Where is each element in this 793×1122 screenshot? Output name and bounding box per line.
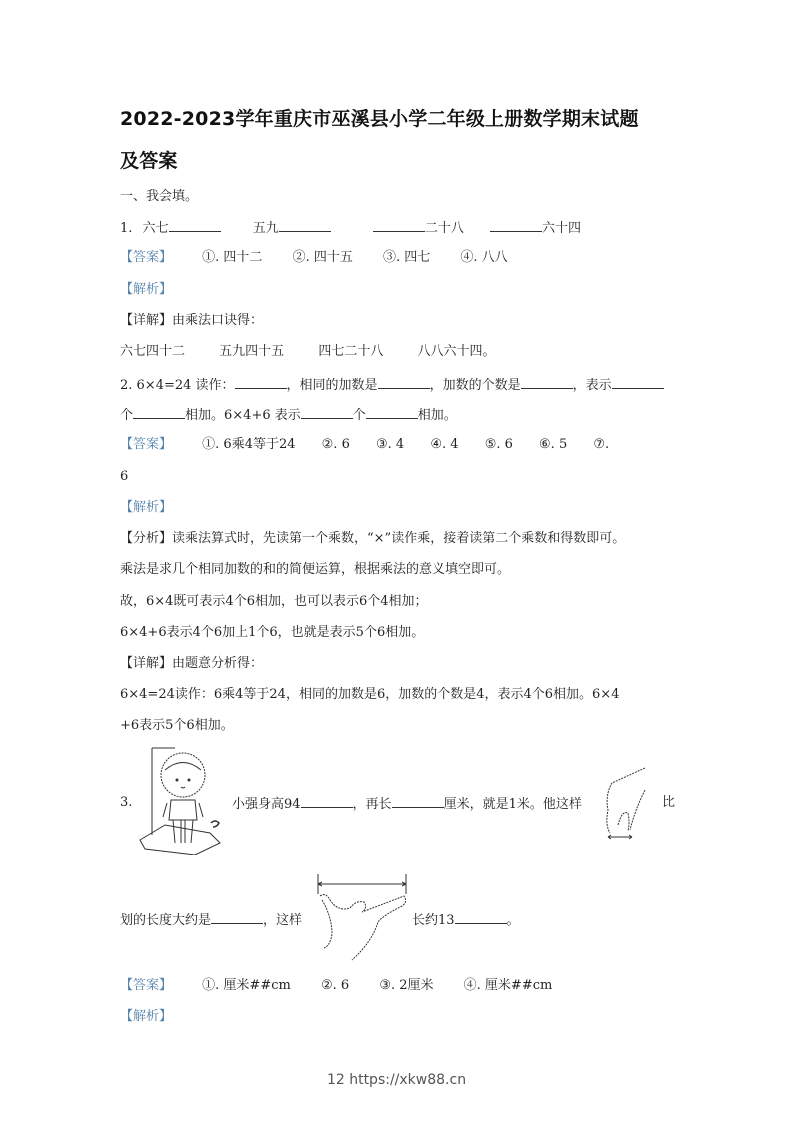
q1-blank-1[interactable] — [169, 219, 221, 232]
document-title-line2: 及答案 — [120, 150, 178, 172]
finger-span-hand-illustration — [600, 765, 650, 840]
q1-answer-1: ①. 四十二 — [202, 250, 263, 265]
q1-detail-items — [120, 344, 495, 360]
q2-text-f: 相加。6×4+6 表示 — [185, 408, 301, 423]
q3-text-h: 。 — [506, 913, 520, 928]
answer-label: 【答案】 — [120, 437, 173, 452]
q3-text-e: 划的长度大约是 — [120, 913, 212, 928]
q1-number: 1. — [120, 221, 133, 236]
q2-blank-5[interactable] — [133, 406, 185, 419]
q2-blank-2[interactable] — [378, 376, 430, 389]
q3-text-a: 小强身高94 — [232, 797, 301, 812]
q1-question — [120, 219, 581, 237]
q3-blank-1[interactable] — [301, 795, 353, 808]
q1-blank-2[interactable] — [279, 219, 331, 232]
hand-span-illustration — [312, 872, 412, 962]
q3-text-g: 长约13 — [412, 913, 455, 928]
q2-text-c: ，加数的个数是 — [429, 378, 521, 393]
q3-analysis-label: 【解析】 — [120, 1009, 173, 1024]
q1-part-4: 六十四 — [542, 221, 582, 236]
q2-detail-line-1: 6×4=24读作：6乘4等于24，相同的加数是6，加数的个数是4，表示4个6相加。6×4 — [120, 687, 620, 702]
fenxi-label: 【分析】 — [120, 531, 173, 546]
q2-text-a: 2. 6×4=24 读作： — [120, 378, 235, 393]
q2-analysis-text-1: 读乘法算式时，先读第一个乘数，“×”读作乘，接着读第二个乘数和得数即可。 — [172, 531, 626, 546]
q2-detail-text: 由题意分析得： — [172, 656, 264, 671]
q2-detail-line-2: +6表示5个6相加。 — [120, 718, 234, 733]
q2-blank-1[interactable] — [235, 376, 287, 389]
q2-blank-6[interactable] — [301, 406, 353, 419]
q2-answer-4: ④. 4 — [430, 437, 459, 452]
q2-answer-2: ②. 6 — [321, 437, 350, 452]
q3-answer-row — [120, 978, 552, 994]
q2-analysis-label: 【解析】 — [120, 500, 173, 515]
q2-answer-7: ⑦. — [593, 437, 610, 452]
q1-detail-text: 由乘法口诀得： — [172, 313, 264, 328]
q3-blank-2[interactable] — [392, 795, 444, 808]
q1-answer-4: ④. 八八 — [460, 250, 508, 265]
q2-blank-7[interactable] — [366, 406, 418, 419]
q2-analysis-line-3: 故，6×4既可表示4个6相加，也可以表示6个4相加； — [120, 594, 428, 609]
q2-answer-1: ①. 6乘4等于24 — [202, 437, 296, 452]
q3-text-d: 比 — [662, 795, 676, 810]
q2-blank-4[interactable] — [612, 376, 664, 389]
q1-answer-3: ③. 四七 — [382, 250, 431, 265]
q1-part-3: 二十八 — [424, 221, 464, 236]
q3-question-line1 — [232, 795, 582, 813]
q1-detail — [120, 313, 263, 329]
q2-text-d: ，表示 — [572, 378, 612, 393]
q2-answer-wrap: 6 — [120, 469, 129, 484]
answer-label: 【答案】 — [120, 250, 173, 265]
q2-question-line1 — [120, 376, 664, 394]
q3-number: 3. — [120, 795, 133, 810]
q1-answer-row — [120, 250, 508, 266]
q1-detail-item-2: 五九四十五 — [219, 344, 285, 359]
q2-analysis-line-1 — [120, 531, 625, 547]
q1-detail-item-1: 六七四十二 — [120, 344, 186, 359]
q2-text-h: 相加。 — [417, 408, 457, 423]
q2-question-line2 — [120, 406, 457, 424]
q3-question-line2-a — [120, 911, 302, 929]
boy-on-scale-illustration — [135, 745, 230, 855]
q2-text-b: ，相同的加数是 — [286, 378, 378, 393]
section-heading: 一、我会填。 — [120, 189, 199, 204]
q3-answer-4: ④. 厘米##cm — [463, 978, 553, 993]
q2-blank-3[interactable] — [521, 376, 573, 389]
document-title-line1: 2022-2023学年重庆市巫溪县小学二年级上册数学期末试题 — [120, 108, 639, 130]
q1-blank-3[interactable] — [373, 219, 425, 232]
q2-analysis-line-2: 乘法是求几个相同加数的和的简便运算，根据乘法的意义填空即可。 — [120, 562, 511, 577]
q1-detail-item-4: 八八六十四。 — [417, 344, 496, 359]
detail-label: 【详解】 — [120, 313, 173, 328]
q1-analysis-label: 【解析】 — [120, 282, 173, 297]
page-footer: 12 https://xkw88.cn — [326, 1072, 467, 1088]
q3-blank-3[interactable] — [211, 911, 263, 924]
q2-answer-6: ⑥. 5 — [539, 437, 568, 452]
q3-blank-4[interactable] — [455, 911, 507, 924]
q1-part-2: 五九 — [252, 221, 279, 236]
q3-answer-3: ③. 2厘米 — [379, 978, 434, 993]
q3-text-b: ，再长 — [352, 797, 392, 812]
q1-detail-item-3: 四七二十八 — [318, 344, 384, 359]
q3-question-line2-b — [412, 911, 520, 929]
q2-answer-row — [120, 437, 680, 453]
q2-answer-5: ⑤. 6 — [484, 437, 513, 452]
q2-text-e: 个 — [120, 408, 134, 423]
detail-label: 【详解】 — [120, 656, 173, 671]
q3-text-f: ，这样 — [263, 913, 303, 928]
q1-part-1: 六七 — [142, 221, 169, 236]
q1-blank-4[interactable] — [490, 219, 542, 232]
answer-label: 【答案】 — [120, 978, 173, 993]
q2-answer-3: ③. 4 — [376, 437, 405, 452]
q3-answer-1: ①. 厘米##cm — [202, 978, 291, 993]
q1-answer-2: ②. 四十五 — [292, 250, 353, 265]
q2-detail — [120, 656, 263, 672]
q3-text-c: 厘米，就是1米。他这样 — [443, 797, 582, 812]
q2-text-g: 个 — [352, 408, 366, 423]
q3-answer-2: ②. 6 — [320, 978, 350, 993]
q2-analysis-line-4: 6×4+6表示4个6加上1个6，也就是表示5个6相加。 — [120, 625, 425, 640]
